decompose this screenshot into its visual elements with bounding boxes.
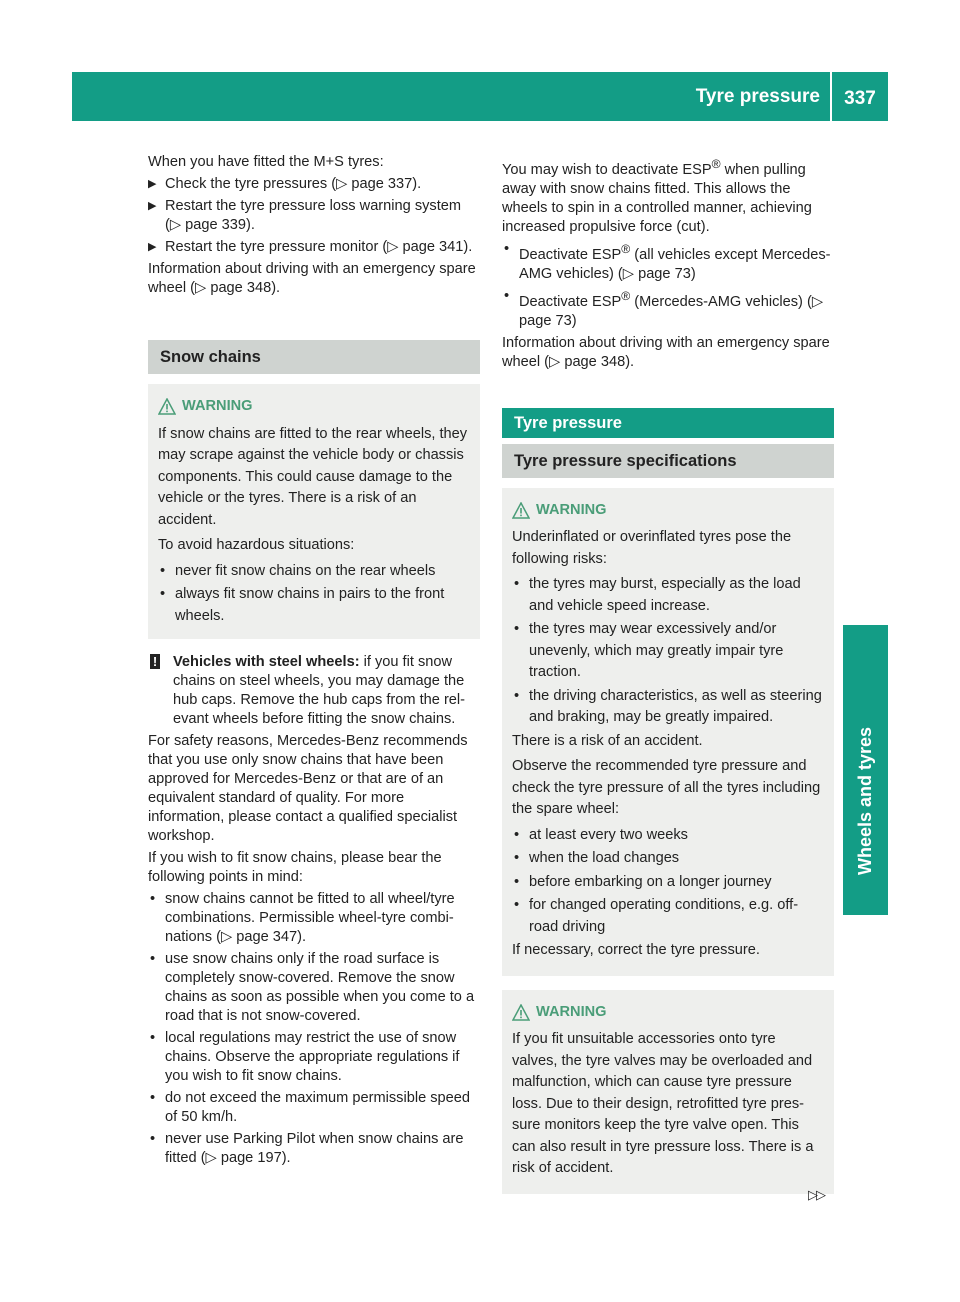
chapter-side-tab	[843, 625, 888, 915]
list-item: • never fit snow chains on the rear wheels	[158, 561, 470, 583]
list-item: • at least every two weeks	[512, 825, 824, 847]
warning-triangle-icon	[158, 398, 176, 415]
warning-text: Observe the recommended tyre pressure and check the tyre pressure of all the tyres including the spare wheel:	[512, 758, 821, 818]
list-item: • the driving characteristics, as well as steering and braking, may be greatly impaired.	[512, 686, 824, 729]
info-text: Information about driving with an emergency spare wheel (▷ page 348).	[502, 334, 830, 370]
intro-text: When you have fitted the M+S tyres:	[148, 154, 384, 170]
arrow-icon: ▶	[148, 241, 157, 253]
arrow-icon: ▶	[148, 178, 157, 190]
list-item: • snow chains cannot be fitted to all wheel/tyre combinations. Permissible wheel-tyre combinations (▷ page 347).	[148, 890, 480, 947]
warning-box	[502, 488, 834, 976]
warning-title: WARNING	[512, 1002, 824, 1024]
chapter-label: Wheels and tyres	[855, 726, 875, 875]
header-title: Tyre pressure	[695, 86, 820, 107]
list-item: • Deactivate ESP® (Mercedes-AMG vehicles) (▷ page 73)	[502, 287, 834, 331]
warning-text: If snow chains are fitted to the rear wheels, they may scrape against the vehicle body or chassis components. This could cause damage to the vehicle or the tyres. There is a risk of an accident.	[158, 425, 468, 528]
paragraph: If you wish to fit snow chains, please bear the following points in mind:	[148, 850, 442, 885]
step-item: ▶ Check the tyre pressures (▷ page 337).	[148, 176, 422, 192]
info-text: Information about driving with an emergency spare wheel (▷ page 348).	[148, 261, 476, 296]
list-item: • for changed operating conditions, e.g. off-road driving	[512, 895, 824, 938]
warning-text: Underinflated or overinflated tyres pose the following risks:	[512, 529, 792, 567]
exclamation-icon: !	[150, 654, 160, 669]
list-item: • local regulations may restrict the use of snow chains. Observe the appropriate regulations if you wish to fit snow chains.	[148, 1029, 480, 1086]
left-column	[148, 153, 480, 1171]
page-number: 337	[844, 88, 876, 109]
list-item: • the tyres may burst, especially as the load and vehicle speed increase.	[512, 574, 824, 617]
list-item: • use snow chains only if the road surface is completely snow-covered. Remove the snow chains as soon as possible when you come to a road that is not snow-covered.	[148, 950, 480, 1026]
warning-title: WARNING	[158, 396, 470, 418]
notice-block	[148, 653, 480, 729]
warning-title: WARNING	[512, 500, 824, 522]
section-title-snow-chains: Snow chains	[148, 340, 480, 374]
list-item: • when the load changes	[512, 848, 824, 870]
list-item: • the tyres may wear excessively and/or unevenly, which may greatly impair tyre traction.	[512, 619, 824, 684]
paragraph: For safety reasons, Mercedes-Benz recommends that you use only snow chains that have been approved for Mercedes-Benz or that are of an equivalent standard of quality. For more information, please contact a qualified specialist workshop.	[148, 733, 468, 844]
notice-text: if you fit snow chains on steel wheels, you may damage the hub caps. Remove the hub caps from the relevant wheels before fitting the snow chains.	[173, 654, 466, 727]
list-item: • never use Parking Pilot when snow chains are fitted (▷ page 197).	[148, 1130, 480, 1168]
warning-text: There is a risk of an accident.	[512, 732, 703, 749]
warning-triangle-icon	[512, 502, 530, 519]
warning-text: If you fit unsuitable accessories onto tyre valves, the tyre valves may be overloaded and malfunction, which can cause tyre pressure loss. Due to their design, retrofitted tyre pressure monitors keep the tyre valve open. This can also result in tyre pressure loss. There is a risk of accident.	[512, 1031, 814, 1177]
section-title-tyre-pressure: Tyre pressure	[502, 408, 834, 438]
right-column	[502, 155, 834, 1194]
list-item: • always fit snow chains in pairs to the front wheels.	[158, 584, 470, 627]
step-item: ▶ Restart the tyre pressure loss warning system (▷ page 339).	[148, 198, 462, 233]
step-item: ▶ Restart the tyre pressure monitor (▷ page 341).	[148, 239, 473, 255]
warning-triangle-icon	[512, 1004, 530, 1021]
list-item: • do not exceed the maximum permissible speed of 50 km/h.	[148, 1089, 480, 1127]
paragraph: You may wish to deactivate ESP® when pulling away with snow chains fitted. This allows the wheels to spin in a controlled manner, achieving increased propulsive force (cut).	[502, 157, 812, 235]
warning-text: To avoid hazardous situations:	[158, 537, 355, 553]
warning-text: If necessary, correct the tyre pressure.	[512, 942, 760, 959]
warning-box	[502, 990, 834, 1194]
continue-arrow-icon: ▷▷	[808, 1187, 824, 1202]
list-item: • Deactivate ESP® (all vehicles except Mercedes-AMG vehicles) (▷ page 73)	[502, 240, 834, 284]
page-header	[72, 72, 888, 121]
subsection-title: Tyre pressure specifications	[502, 444, 834, 478]
list-item: • before embarking on a longer journey	[512, 872, 824, 894]
notice-title: Vehicles with steel wheels:	[173, 654, 360, 670]
warning-box	[148, 384, 480, 639]
arrow-icon: ▶	[148, 200, 157, 212]
